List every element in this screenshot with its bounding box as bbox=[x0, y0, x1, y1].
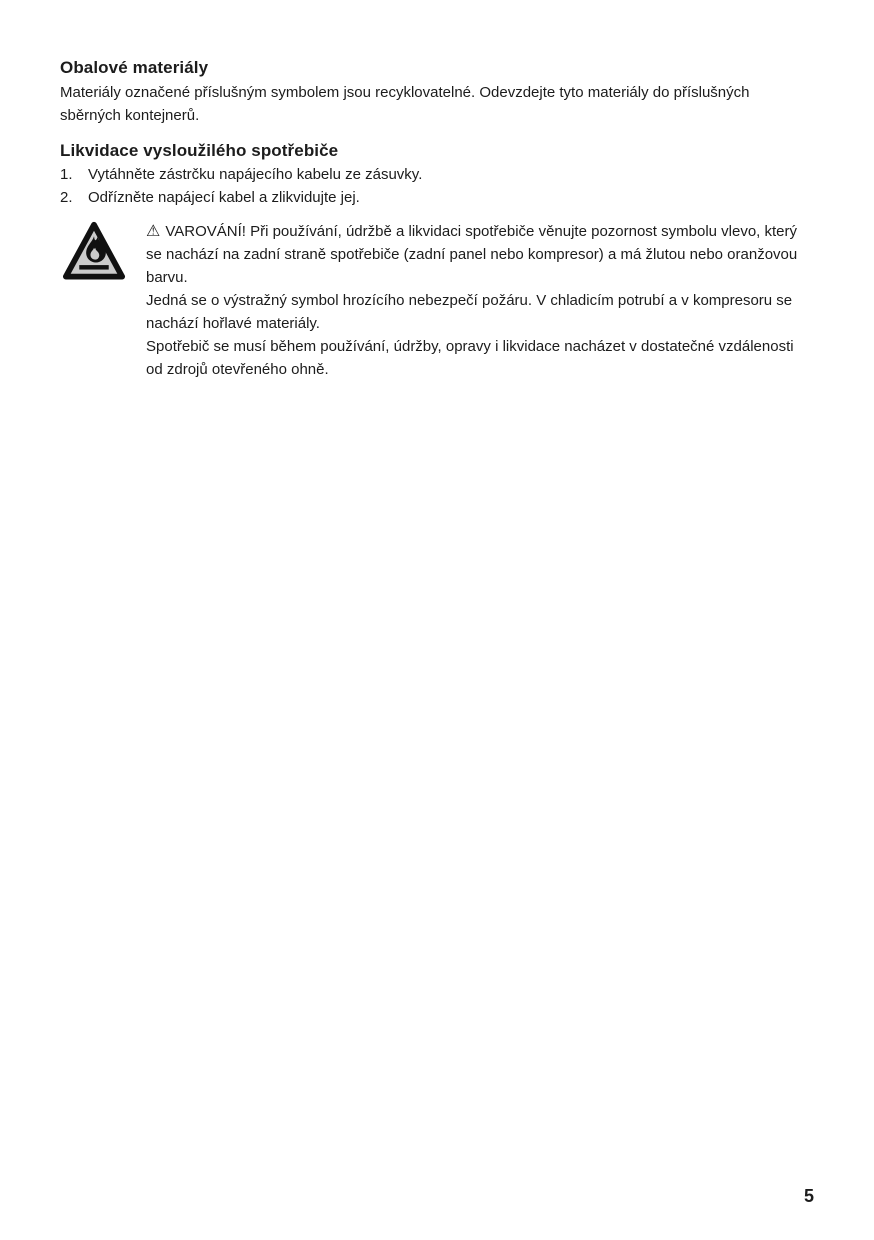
section-packaging bbox=[60, 57, 814, 127]
warning-text bbox=[146, 219, 806, 381]
warning-paragraph-3: Spotřebič se musí během používání, údržby, opravy i likvidace nacházet v dostatečné vzdálenosti od zdrojů otevřeného ohně. bbox=[146, 338, 794, 378]
disposal-steps-list bbox=[60, 163, 814, 209]
packaging-heading: Obalové materiály bbox=[60, 58, 209, 77]
list-item-text: Odřízněte napájecí kabel a zlikvidujte jej. bbox=[88, 189, 360, 206]
warning-paragraph-1-text: VAROVÁNÍ! Při používání, údržbě a likvidaci spotřebiče věnujte pozornost symbolu vlevo, který se nachází na zadní straně spotřebiče (zadní panel nebo kompresor) a má žlutou nebo oranžovou barvu. bbox=[146, 223, 798, 286]
packaging-body-text: Materiály označené příslušným symbolem jsou recyklovatelné. Odevzdejte tyto materiály do příslušných sběrných kontejnerů. bbox=[60, 84, 750, 124]
section-disposal bbox=[60, 140, 814, 209]
disposal-heading: Likvidace vysloužilého spotřebiče bbox=[60, 141, 339, 160]
warning-triangle-icon: ⚠ bbox=[146, 221, 161, 240]
warning-paragraph-2: Jedná se o výstražný symbol hrozícího nebezpečí požáru. V chladicím potrubí a v kompresoru se nachází hořlavé materiály. bbox=[146, 292, 793, 332]
list-item bbox=[60, 163, 814, 186]
warning-block bbox=[60, 219, 814, 381]
list-item-number: 1. bbox=[60, 166, 73, 183]
page-number: 5 bbox=[803, 1186, 814, 1206]
flammable-warning-triangle-icon bbox=[62, 220, 126, 381]
list-item-text: Vytáhněte zástrčku napájecího kabelu ze zásuvky. bbox=[88, 166, 423, 183]
list-item bbox=[60, 186, 814, 209]
warning-paragraph-1 bbox=[146, 219, 806, 289]
list-item-number: 2. bbox=[60, 189, 73, 206]
